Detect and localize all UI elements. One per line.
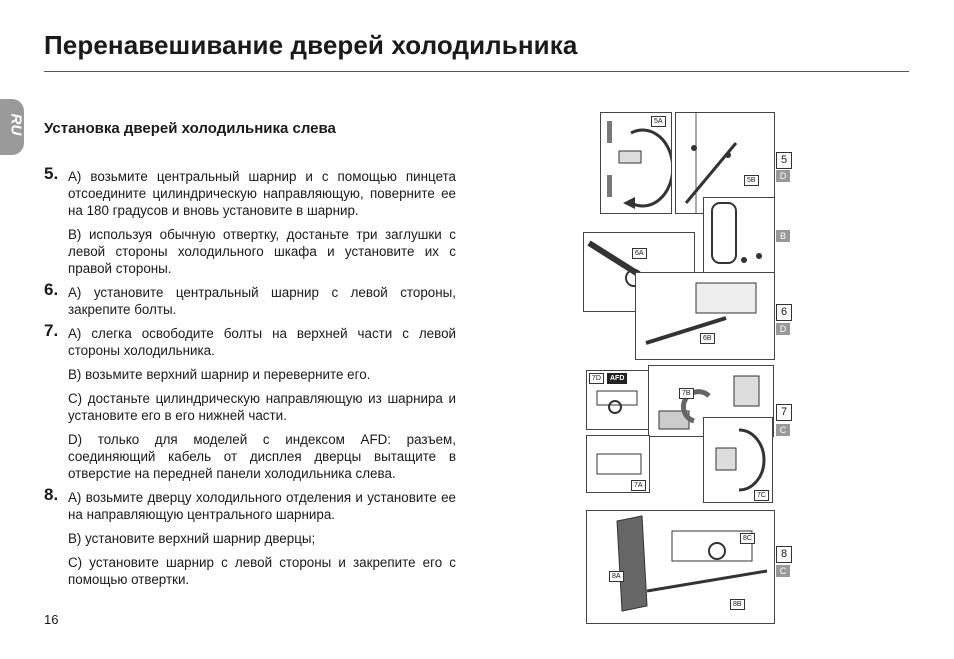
step-marker-8-letter: C: [776, 565, 790, 577]
figure-6b-panel: [635, 272, 775, 360]
figure-7a-panel: [586, 435, 650, 493]
afd-badge: AFD: [607, 373, 627, 384]
step-7: [44, 321, 456, 359]
figure-7d-panel: [586, 370, 650, 430]
figure-7c-panel: [703, 417, 773, 503]
figure-label: 6A: [632, 248, 647, 259]
hinge-rotation-illustration: [601, 113, 671, 213]
step-marker-5: 5: [776, 152, 792, 169]
step-marker-8: 8: [776, 546, 792, 563]
step-marker-5-letter: D: [776, 170, 790, 182]
figure-label: 8B: [730, 599, 745, 610]
step-text: A) возьмите дверцу холодильного отделения и установите ее на направляющую центрального шарнира.: [68, 490, 456, 522]
step-7-sub-d: D) только для моделей с индексом AFD: разъем, соединяющий кабель от дисплея дверцы вытащите в отверстие на передней панели холодильника слева.: [68, 432, 456, 481]
step-5-sub-b: B) используя обычную отвертку, достаньте три заглушки с левой стороны холодильного шкафа и установите их с правой стороны.: [68, 227, 456, 276]
door-install-illustration: [587, 511, 774, 623]
language-tab-label: RU: [7, 113, 25, 136]
figure-label: 6B: [700, 333, 715, 344]
instructions: [44, 164, 456, 595]
step-text: A) установите центральный шарнир с левой стороны, закрепите болты.: [68, 285, 456, 317]
cap-closeup-illustration: [704, 198, 774, 273]
figure-label: 5B: [744, 175, 759, 186]
figure-5a-panel: [600, 112, 672, 214]
figure-label: 7D: [589, 373, 604, 384]
figure-label: 8A: [609, 571, 624, 582]
figure-8-panel: [586, 510, 775, 624]
step-text: A) слегка освободите болты на верхней части с левой стороны холодильника.: [68, 326, 456, 358]
step-5: [44, 164, 456, 219]
step-number: 7.: [44, 321, 59, 340]
illustrations: [583, 112, 793, 622]
step-8-sub-c: C) установите шарнир с левой стороны и закрепите его с помощью отвертки.: [68, 555, 456, 587]
step-7-sub-b: B) возьмите верхний шарнир и переверните его.: [68, 367, 371, 382]
page-title: Перенавешивание дверей холодильника: [44, 30, 578, 60]
figure-b-panel: [703, 197, 775, 274]
figure-label: 8C: [740, 533, 755, 544]
figure-label: 7B: [679, 388, 694, 399]
figure-label: 5A: [651, 116, 666, 127]
step-marker-7: 7: [776, 404, 792, 421]
page-number: 16: [44, 612, 59, 627]
step-7-sub-c: C) достаньте цилиндрическую направляющую из шарнира и установите его в его нижней части.: [68, 391, 456, 423]
step-marker-7-letter: C: [776, 424, 790, 436]
language-tab: [0, 99, 24, 155]
step-8-sub-b: B) установите верхний шарнир дверцы;: [68, 531, 316, 546]
section-heading: Установка дверей холодильника слева: [44, 120, 336, 137]
step-number: 6.: [44, 280, 59, 299]
step-number: 5.: [44, 164, 59, 183]
step-6: [44, 280, 456, 318]
step-text: A) возьмите центральный шарнир и с помощью пинцета отсоедините цилиндрическую направляющую, поверните ее на 180 градусов и вновь установите в шарнир.: [68, 169, 456, 218]
screwdriver-illustration: [636, 273, 774, 359]
figure-label: 7A: [631, 480, 646, 491]
step-8: [44, 485, 456, 523]
step-marker-6: 6: [776, 304, 792, 321]
title-divider: [44, 71, 909, 72]
step-marker-6-letter: D: [776, 323, 790, 335]
figure-label: 7C: [754, 490, 769, 501]
step-number: 8.: [44, 485, 59, 504]
figure-b-letter: B: [776, 230, 790, 242]
